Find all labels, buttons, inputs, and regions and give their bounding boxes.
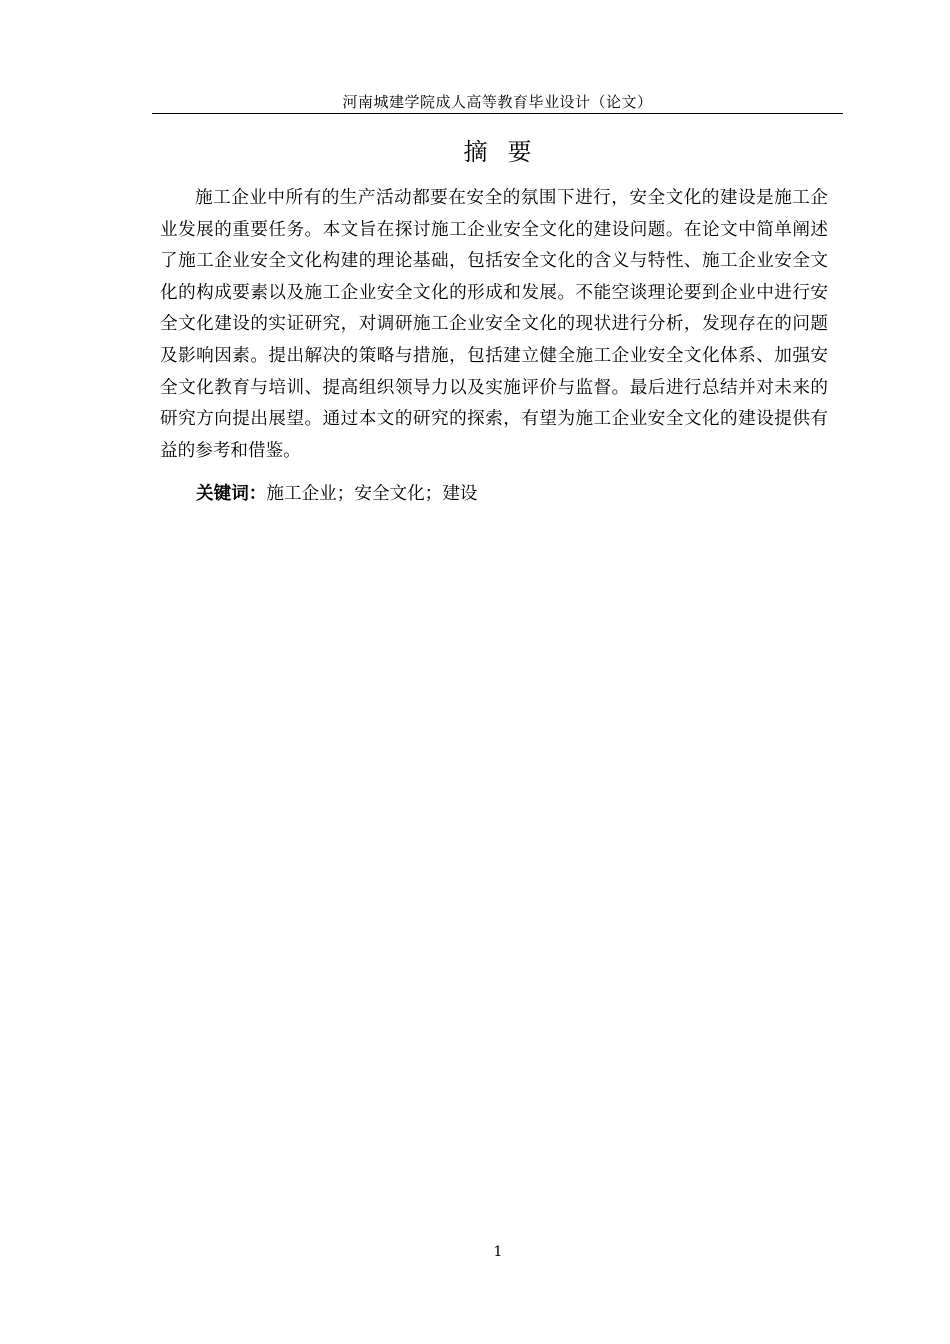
page-number: 1 [493, 1244, 503, 1260]
keywords-value: 施工企业；安全文化；建设 [266, 484, 478, 504]
header-divider [152, 113, 843, 114]
keywords-label: 关键词： [196, 484, 267, 504]
keywords-line [196, 479, 836, 511]
abstract-title: 摘要 [463, 138, 552, 166]
running-header: 河南城建学院成人高等教育毕业设计（论文） [342, 93, 653, 111]
abstract-body: 施工企业中所有的生产活动都要在安全的氛围下进行，安全文化的建设是施工企业发展的重要任务。本文旨在探讨施工企业安全文化的建设问题。在论文中简单阐述了施工企业安全文化构建的理论基础，包括安全文化的含义与特性、施工企业安全文化的构成要素以及施工企业安全文化的形成和发展。不能空谈理论要到企业中进行安全文化建设的实证研究，对调研施工企业安全文化的现状进行分析，发现存在的问题及影响因素。提出解决的策略与措施，包括建立健全施工企业安全文化体系、加强安全文化教育与培训、提高组织领导力以及实施评价与监督。最后进行总结并对未来的研究方向提出展望。通过本文的研究的探索，有望为施工企业安全文化的建设提供有益的参考和借鉴。 [160, 188, 828, 461]
